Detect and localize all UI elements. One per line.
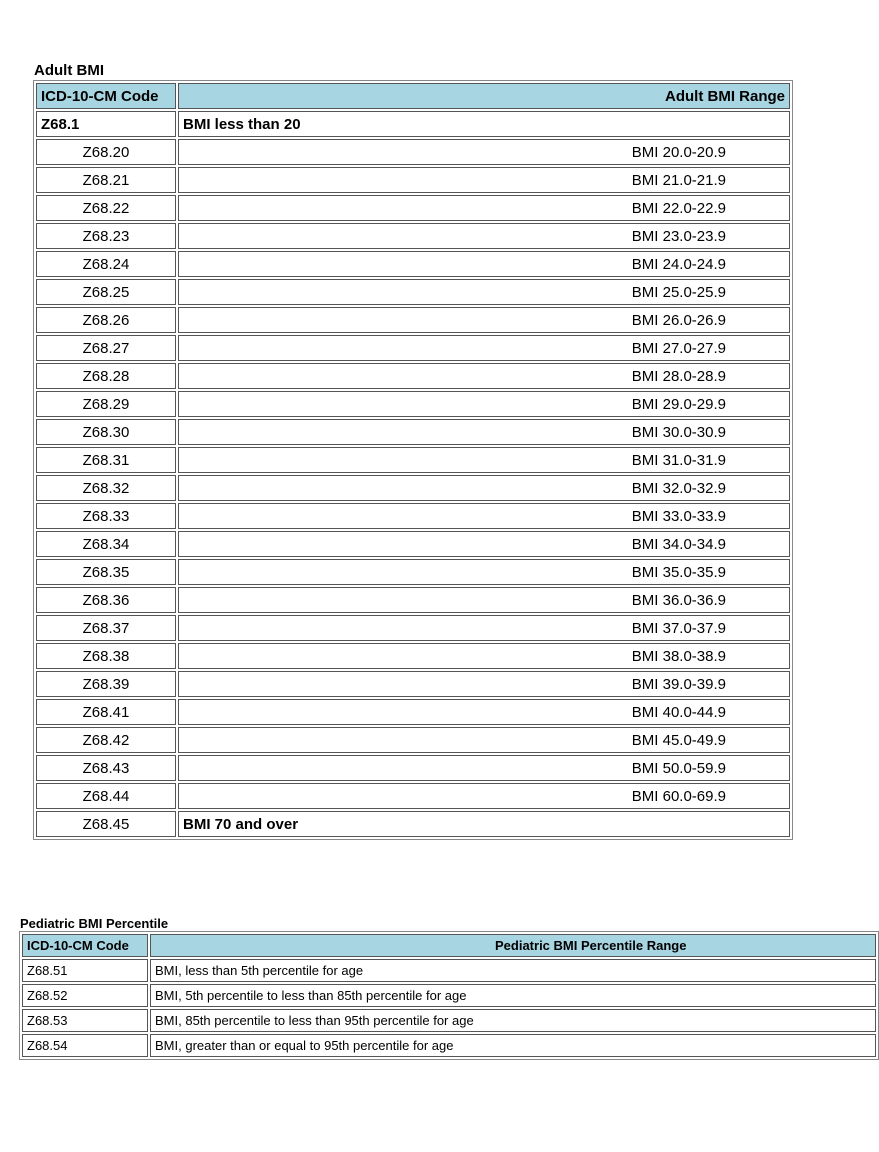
range-cell: BMI 50.0-59.9 <box>178 755 790 781</box>
table-row <box>36 335 790 361</box>
range-cell: BMI 45.0-49.9 <box>178 727 790 753</box>
table-row <box>36 755 790 781</box>
range-cell: BMI less than 20 <box>178 111 790 137</box>
range-cell: BMI 37.0-37.9 <box>178 615 790 641</box>
table-row <box>36 139 790 165</box>
range-cell: BMI 31.0-31.9 <box>178 447 790 473</box>
table-row <box>36 391 790 417</box>
code-cell: Z68.42 <box>36 727 176 753</box>
code-cell: Z68.30 <box>36 419 176 445</box>
range-cell: BMI 22.0-22.9 <box>178 195 790 221</box>
code-cell: Z68.21 <box>36 167 176 193</box>
table-row <box>36 195 790 221</box>
table-row <box>36 531 790 557</box>
code-cell: Z68.20 <box>36 139 176 165</box>
code-cell: Z68.54 <box>22 1034 148 1057</box>
table-row <box>36 475 790 501</box>
code-cell: Z68.24 <box>36 251 176 277</box>
range-cell: BMI, greater than or equal to 95th percentile for age <box>150 1034 876 1057</box>
table-row <box>36 587 790 613</box>
code-cell: Z68.31 <box>36 447 176 473</box>
code-cell: Z68.41 <box>36 699 176 725</box>
code-cell: Z68.38 <box>36 643 176 669</box>
table-row <box>36 279 790 305</box>
adult-bmi-title: Adult BMI <box>34 62 104 79</box>
code-cell: Z68.34 <box>36 531 176 557</box>
code-cell: Z68.23 <box>36 223 176 249</box>
code-cell: Z68.1 <box>36 111 176 137</box>
range-cell: BMI 40.0-44.9 <box>178 699 790 725</box>
range-cell: BMI 38.0-38.9 <box>178 643 790 669</box>
code-cell: Z68.44 <box>36 783 176 809</box>
table-row <box>22 1034 876 1057</box>
table-row <box>36 699 790 725</box>
table-row <box>36 615 790 641</box>
range-cell: BMI, less than 5th percentile for age <box>150 959 876 982</box>
code-cell: Z68.36 <box>36 587 176 613</box>
table-row <box>36 447 790 473</box>
range-cell: BMI 21.0-21.9 <box>178 167 790 193</box>
range-cell: BMI 24.0-24.9 <box>178 251 790 277</box>
table-row-group <box>36 111 790 137</box>
range-cell: BMI 35.0-35.9 <box>178 559 790 585</box>
range-cell: BMI 20.0-20.9 <box>178 139 790 165</box>
code-cell: Z68.22 <box>36 195 176 221</box>
table-row <box>36 783 790 809</box>
table-row <box>36 307 790 333</box>
code-cell: Z68.28 <box>36 363 176 389</box>
table-row <box>36 363 790 389</box>
code-cell: Z68.33 <box>36 503 176 529</box>
code-cell: Z68.27 <box>36 335 176 361</box>
adult-bmi-table-container <box>33 80 785 844</box>
range-cell: BMI 25.0-25.9 <box>178 279 790 305</box>
range-cell: BMI, 5th percentile to less than 85th percentile for age <box>150 984 876 1007</box>
table-row <box>36 559 790 585</box>
range-cell: BMI 32.0-32.9 <box>178 475 790 501</box>
code-cell: Z68.37 <box>36 615 176 641</box>
code-cell: Z68.43 <box>36 755 176 781</box>
table-header-row <box>22 934 876 957</box>
table-row <box>36 251 790 277</box>
range-cell: BMI 26.0-26.9 <box>178 307 790 333</box>
range-cell: BMI, 85th percentile to less than 95th percentile for age <box>150 1009 876 1032</box>
code-cell: Z68.35 <box>36 559 176 585</box>
code-cell: Z68.29 <box>36 391 176 417</box>
range-cell: BMI 23.0-23.9 <box>178 223 790 249</box>
code-cell: Z68.51 <box>22 959 148 982</box>
table-row <box>36 727 790 753</box>
code-cell: Z68.39 <box>36 671 176 697</box>
table-row <box>36 223 790 249</box>
table-row <box>22 959 876 982</box>
range-cell: BMI 28.0-28.9 <box>178 363 790 389</box>
table-row <box>36 503 790 529</box>
header-range: Pediatric BMI Percentile Range <box>150 934 876 957</box>
code-cell: Z68.32 <box>36 475 176 501</box>
pediatric-bmi-table-container <box>19 931 763 1063</box>
pediatric-bmi-title: Pediatric BMI Percentile <box>20 916 169 931</box>
pediatric-bmi-table <box>19 931 879 1060</box>
table-row <box>36 419 790 445</box>
range-cell: BMI 27.0-27.9 <box>178 335 790 361</box>
table-row <box>36 643 790 669</box>
range-cell: BMI 70 and over <box>178 811 790 837</box>
header-range: Adult BMI Range <box>178 83 790 109</box>
range-cell: BMI 36.0-36.9 <box>178 587 790 613</box>
code-cell: Z68.45 <box>36 811 176 837</box>
table-row <box>36 671 790 697</box>
table-header-row <box>36 83 790 109</box>
range-cell: BMI 30.0-30.9 <box>178 419 790 445</box>
code-cell: Z68.52 <box>22 984 148 1007</box>
header-code: ICD-10-CM Code <box>36 83 176 109</box>
range-cell: BMI 33.0-33.9 <box>178 503 790 529</box>
header-code: ICD-10-CM Code <box>22 934 148 957</box>
range-cell: BMI 60.0-69.9 <box>178 783 790 809</box>
code-cell: Z68.26 <box>36 307 176 333</box>
table-row <box>22 984 876 1007</box>
table-row-last <box>36 811 790 837</box>
table-row <box>36 167 790 193</box>
range-cell: BMI 29.0-29.9 <box>178 391 790 417</box>
range-cell: BMI 34.0-34.9 <box>178 531 790 557</box>
adult-bmi-table <box>33 80 793 840</box>
table-row <box>22 1009 876 1032</box>
code-cell: Z68.25 <box>36 279 176 305</box>
range-cell: BMI 39.0-39.9 <box>178 671 790 697</box>
code-cell: Z68.53 <box>22 1009 148 1032</box>
